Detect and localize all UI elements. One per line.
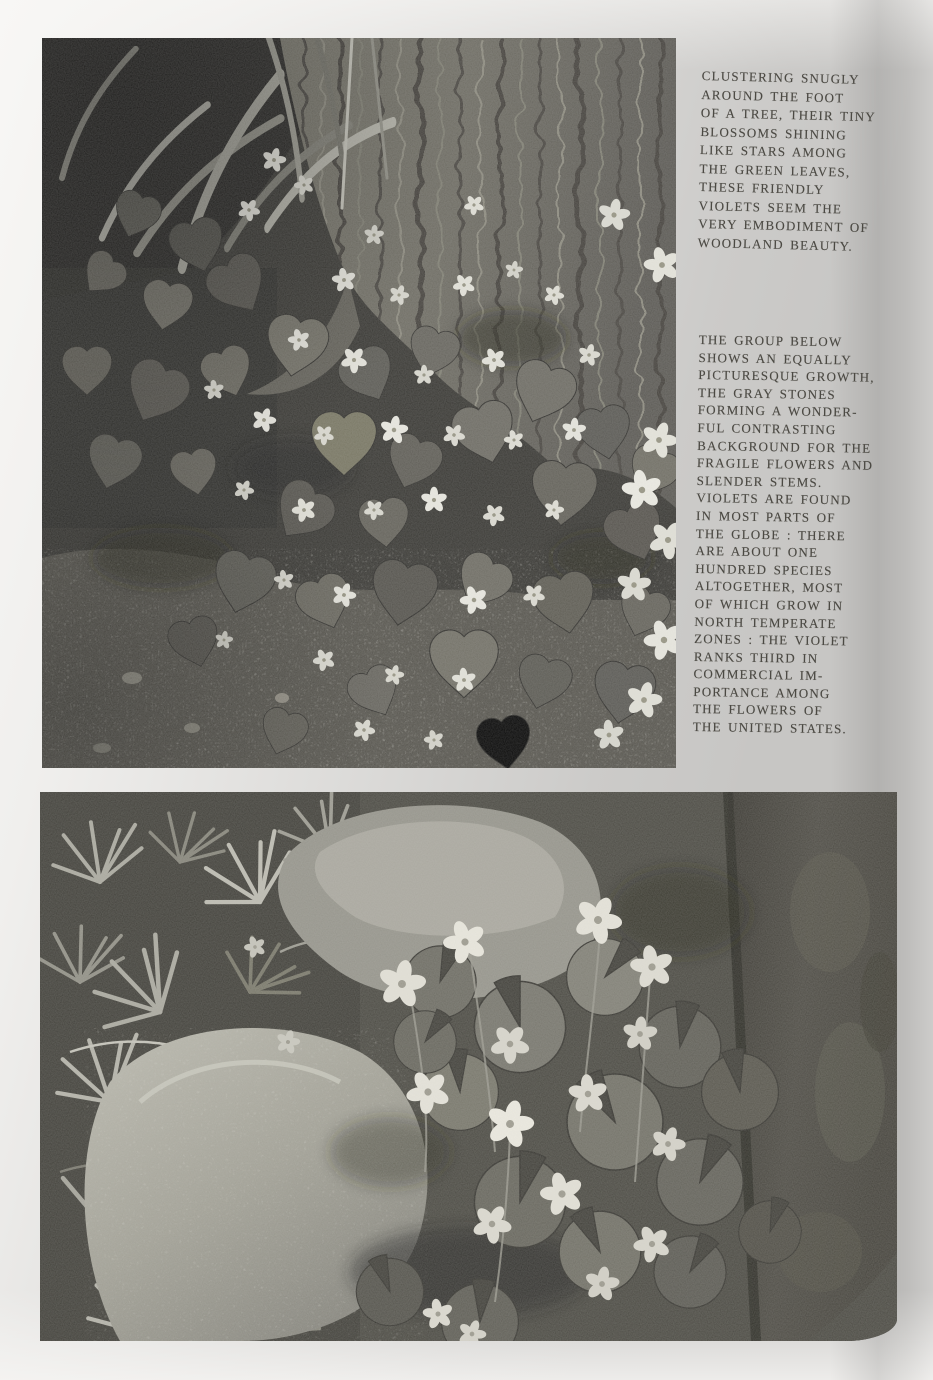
caption-line: ZONES : THE VIOLET <box>694 631 849 649</box>
caption-line: WOODLAND BEAUTY. <box>697 234 854 254</box>
caption-line: PICTURESQUE GROWTH, <box>698 367 875 385</box>
caption-line: RANKS THIRD IN <box>693 648 819 666</box>
caption-line: CLUSTERING SNUGLY <box>701 67 860 87</box>
caption-line: BACKGROUND FOR THE <box>697 437 872 456</box>
caption-line: THE GREEN LEAVES, <box>699 160 851 180</box>
caption-line: THESE FRIENDLY <box>698 178 825 198</box>
caption-line: HUNDRED SPECIES <box>695 560 833 578</box>
caption-top <box>697 67 897 257</box>
caption-line: VERY EMBODIMENT OF <box>697 215 870 236</box>
caption-line: THE GRAY STONES <box>697 384 836 402</box>
caption-line: ALTOGETHER, MOST <box>694 578 844 596</box>
caption-line: THE GROUP BELOW <box>698 331 843 350</box>
photo-violets-tree-foot <box>42 38 676 768</box>
photo-grain <box>40 792 897 1341</box>
caption-line: OF WHICH GROW IN <box>694 595 844 614</box>
caption-line: THE GLOBE : THERE <box>695 525 846 543</box>
caption-line: THE FLOWERS OF <box>692 701 824 719</box>
caption-line: LIKE STARS AMONG <box>699 141 848 161</box>
caption-line: FRAGILE FLOWERS AND <box>696 455 874 473</box>
caption-line: VIOLETS ARE FOUND <box>696 490 852 508</box>
caption-line: NORTH TEMPERATE <box>694 613 837 631</box>
caption-line: BLOSSOMS SHINING <box>700 123 848 143</box>
caption-line: VIOLETS SEEM THE <box>698 197 843 216</box>
caption-line: AROUND THE FOOT <box>701 86 845 105</box>
caption-line: FUL CONTRASTING <box>697 419 837 438</box>
caption-line: OF A TREE, THEIR TINY <box>700 104 877 125</box>
caption-line: ARE ABOUT ONE <box>695 543 819 561</box>
photo-grain <box>42 38 676 768</box>
caption-line: SLENDER STEMS. <box>696 472 823 490</box>
caption-line: FORMING A WONDER- <box>697 402 858 420</box>
caption-bottom <box>693 331 903 739</box>
caption-line: COMMERCIAL IM- <box>693 666 824 684</box>
caption-line: SHOWS AN EQUALLY <box>698 349 853 367</box>
caption-line: PORTANCE AMONG <box>693 683 831 701</box>
caption-line: IN MOST PARTS OF <box>695 507 836 526</box>
caption-line: THE UNITED STATES. <box>692 719 848 737</box>
photo-illustration <box>40 792 897 1341</box>
photo-violets-stones <box>40 792 897 1341</box>
photo-illustration <box>42 38 676 768</box>
